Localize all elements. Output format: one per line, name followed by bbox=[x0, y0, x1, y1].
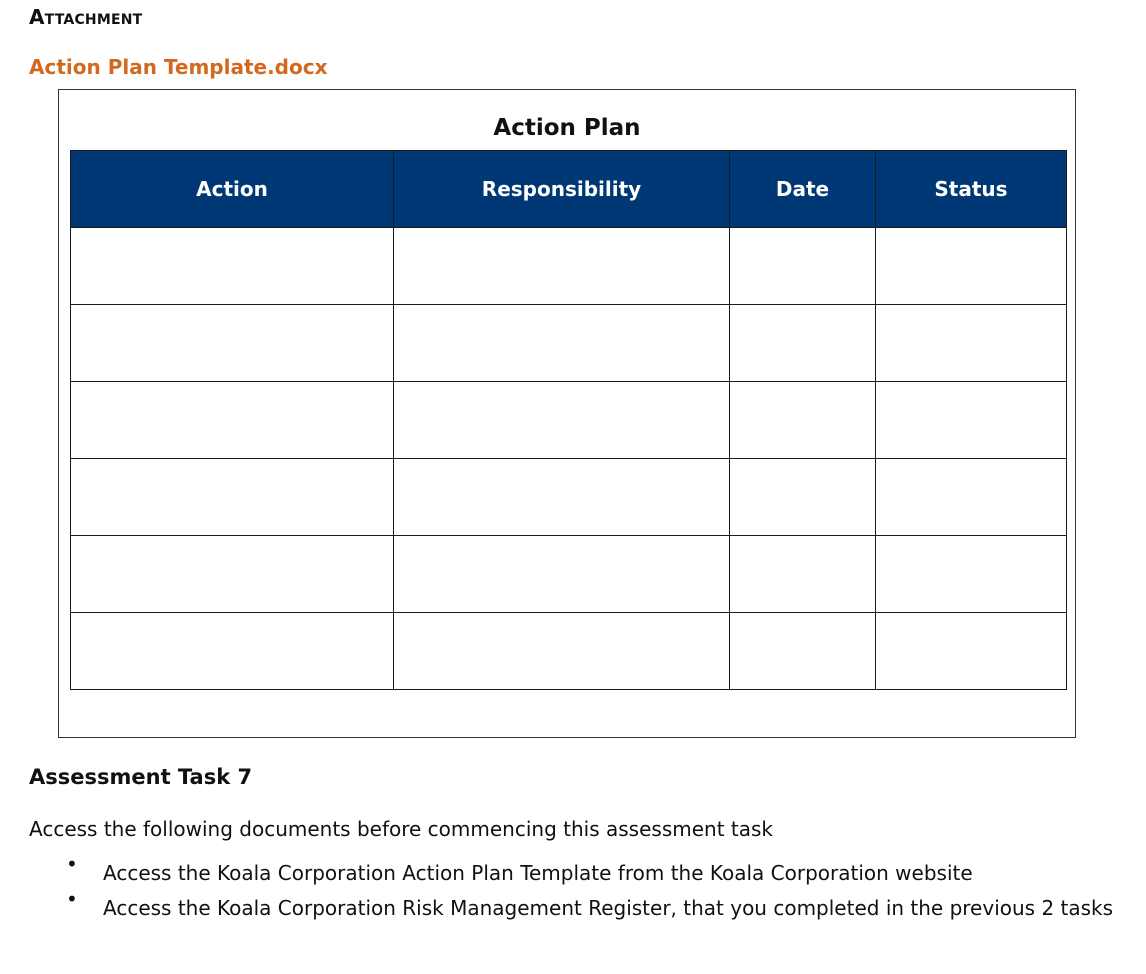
list-item bbox=[60, 886, 1120, 930]
table-cell-status bbox=[876, 228, 1067, 305]
table-cell-action bbox=[71, 459, 394, 536]
list-item-text: Access the Koala Corporation Action Plan Template from the Koala Corporation website bbox=[103, 861, 973, 885]
table-cell-responsibility bbox=[394, 459, 730, 536]
table-cell-action bbox=[71, 613, 394, 690]
bullet-dot-icon: • bbox=[66, 852, 78, 876]
table-row bbox=[71, 382, 1067, 459]
table-cell-action bbox=[71, 382, 394, 459]
attachment-heading: Attachment bbox=[29, 5, 143, 29]
table-cell-date bbox=[730, 382, 876, 459]
table-row bbox=[71, 613, 1067, 690]
column-header-status: Status bbox=[876, 151, 1067, 228]
action-plan-table bbox=[70, 150, 1067, 690]
bullet-dot-icon: • bbox=[66, 887, 78, 911]
table-cell-action bbox=[71, 228, 394, 305]
column-header-date: Date bbox=[730, 151, 876, 228]
table-cell-responsibility bbox=[394, 536, 730, 613]
table-cell-date bbox=[730, 305, 876, 382]
column-header-responsibility: Responsibility bbox=[394, 151, 730, 228]
table-cell-date bbox=[730, 536, 876, 613]
action-plan-document-preview bbox=[58, 89, 1076, 738]
table-row bbox=[71, 536, 1067, 613]
table-cell-status bbox=[876, 459, 1067, 536]
table-cell-action bbox=[71, 305, 394, 382]
assessment-task-heading: Assessment Task 7 bbox=[29, 765, 253, 789]
table-cell-date bbox=[730, 613, 876, 690]
table-header-row bbox=[71, 151, 1067, 228]
table-cell-responsibility bbox=[394, 228, 730, 305]
table-cell-status bbox=[876, 536, 1067, 613]
column-header-action: Action bbox=[71, 151, 394, 228]
attachment-file-link[interactable]: Action Plan Template.docx bbox=[29, 55, 328, 79]
table-cell-status bbox=[876, 382, 1067, 459]
action-plan-title: Action Plan bbox=[493, 115, 641, 141]
document-access-list bbox=[60, 852, 1120, 930]
table-cell-responsibility bbox=[394, 382, 730, 459]
list-item-text: Access the Koala Corporation Risk Management Register, that you completed in the previous 2 tasks bbox=[103, 896, 1114, 920]
table-cell-status bbox=[876, 305, 1067, 382]
table-cell-action bbox=[71, 536, 394, 613]
table-cell-responsibility bbox=[394, 613, 730, 690]
table-row bbox=[71, 305, 1067, 382]
assessment-intro-text: Access the following documents before commencing this assessment task bbox=[29, 817, 773, 841]
table-cell-responsibility bbox=[394, 305, 730, 382]
table-cell-date bbox=[730, 459, 876, 536]
table-cell-status bbox=[876, 613, 1067, 690]
table-row bbox=[71, 228, 1067, 305]
table-row bbox=[71, 459, 1067, 536]
table-cell-date bbox=[730, 228, 876, 305]
